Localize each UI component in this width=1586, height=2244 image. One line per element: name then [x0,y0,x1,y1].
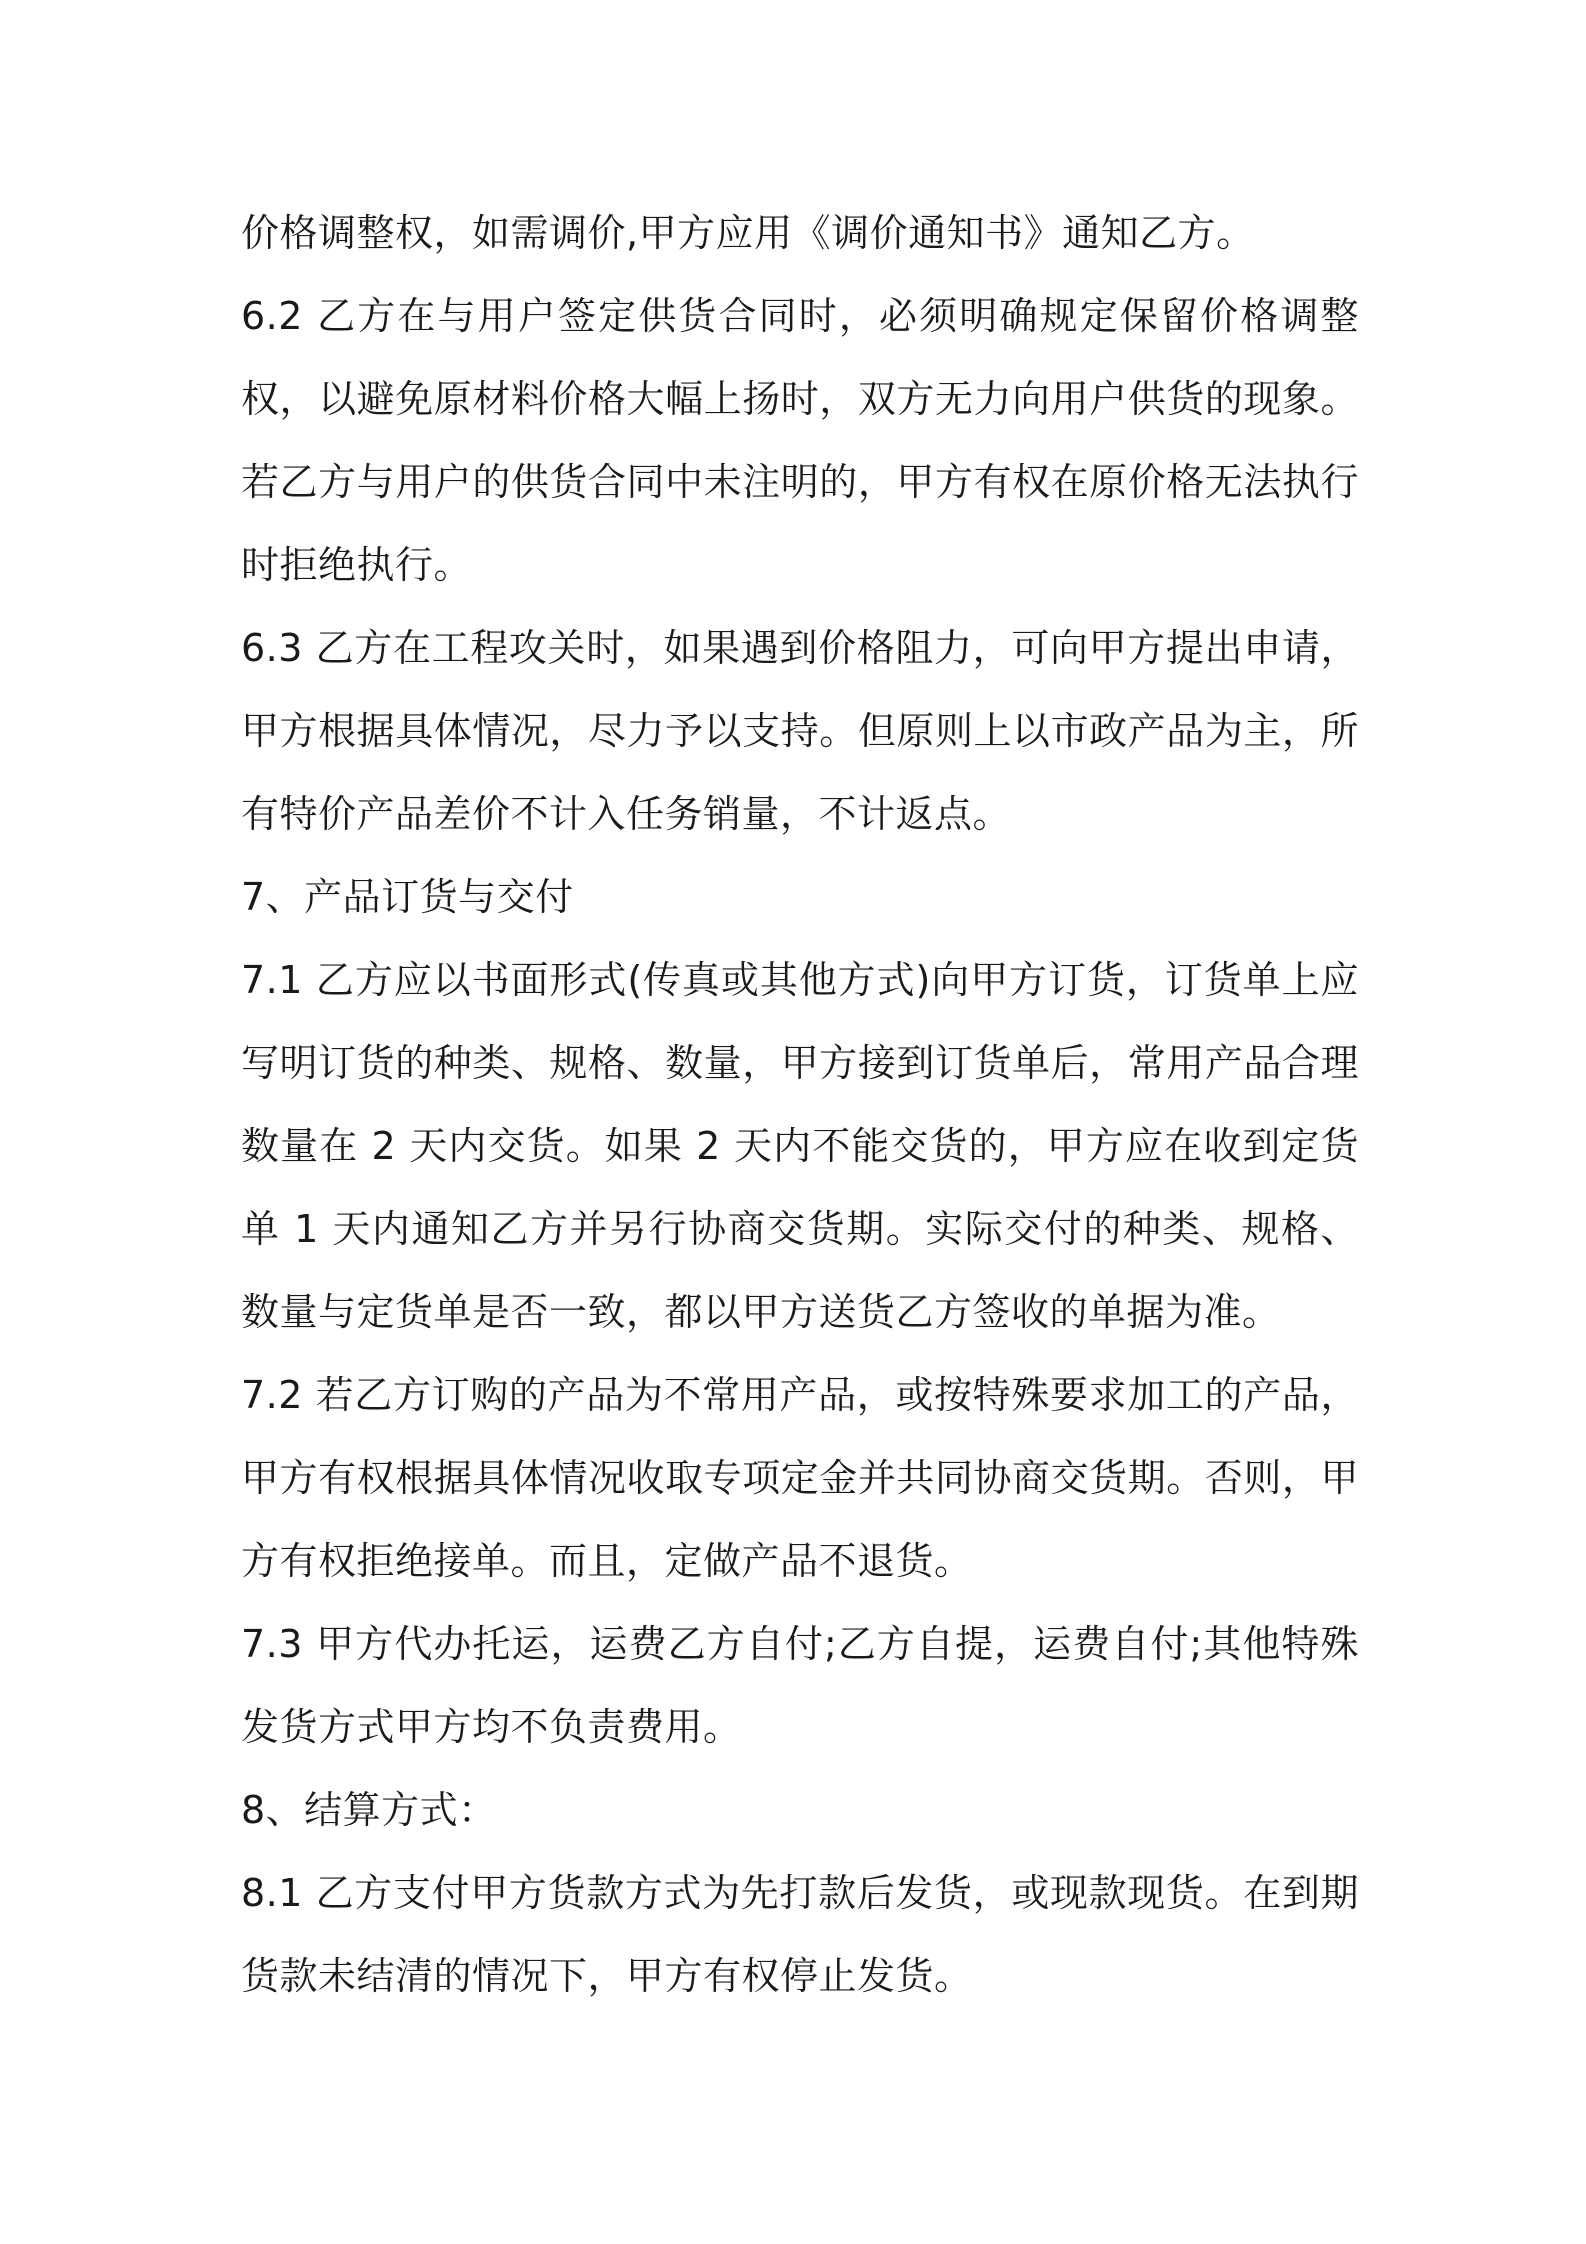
section-7-heading: 7、产品订货与交付 [241,875,574,919]
clause-7-2: 7.2 若乙方订购的产品为不常用产品，或按特殊要求加工的产品，甲方有权根据具体情况收取专项定金并共同协商交货期。否则，甲方有权拒绝接单。而且，定做产品不退货。 [241,1373,1359,1583]
clause-7-1: 7.1 乙方应以书面形式(传真或其他方式)向甲方订货，订货单上应写明订货的种类、规格、数量，甲方接到订货单后，常用产品合理数量在 2 天内交货。如果 2 天内不能交货的，甲方应在收到定货单 1 天内通知乙方并另行协商交货期。实际交付的种类、规格、数量与定货单是否一致，都以甲方送货乙方签收的单据为准。 [241,958,1359,1334]
clause-6-2: 6.2 乙方在与用户签定供货合同时，必须明确规定保留价格调整权，以避免原材料价格大幅上扬时，双方无力向用户供货的现象。若乙方与用户的供货合同中未注明的，甲方有权在原价格无法执行时拒绝执行。 [241,294,1359,587]
clause-6-3: 6.3 乙方在工程攻关时，如果遇到价格阻力，可向甲方提出申请，甲方根据具体情况，尽力予以支持。但原则上以市政产品为主，所有特价产品差价不计入任务销量，不计返点。 [241,626,1359,836]
paragraph-price-adjustment-continuation: 价格调整权，如需调价,甲方应用《调价通知书》通知乙方。 [241,211,1255,255]
clause-8-1: 8.1 乙方支付甲方货款方式为先打款后发货，或现款现货。在到期货款未结清的情况下，甲方有权停止发货。 [241,1871,1359,1998]
section-8-heading: 8、结算方式： [241,1788,497,1832]
clause-7-3: 7.3 甲方代办托运，运费乙方自付;乙方自提，运费自付;其他特殊发货方式甲方均不负责费用。 [241,1622,1359,1749]
document-page [241,192,1359,2018]
